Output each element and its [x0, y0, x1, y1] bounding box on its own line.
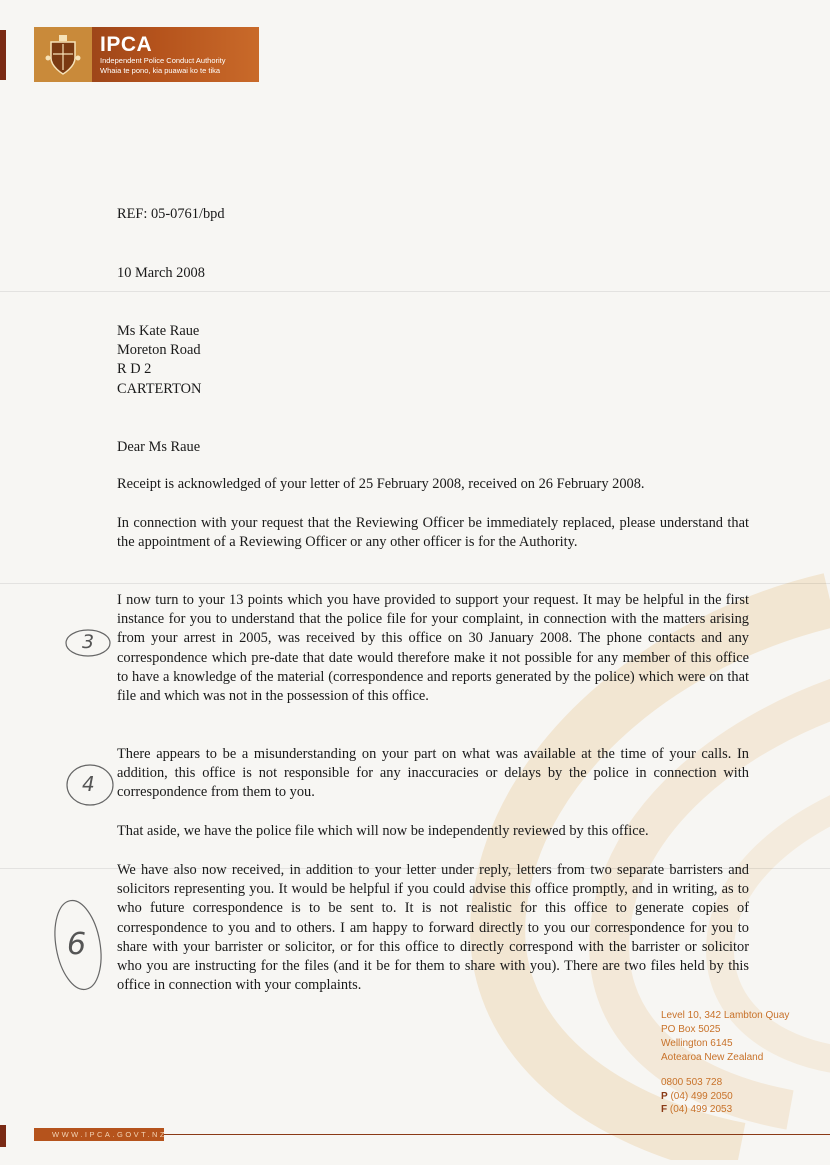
paragraph: In connection with your request that the Reviewing Officer be immediately replaced, please understand that the appointment of a Reviewing Officer or any other officer is for the Authority.	[117, 515, 749, 551]
address-line: Level 10, 342 Lambton Quay	[661, 1010, 790, 1021]
address-line: Wellington 6145	[661, 1038, 733, 1049]
coat-of-arms-icon	[34, 27, 92, 82]
recipient-line: Moreton Road	[117, 342, 201, 359]
paragraph: We have also now received, in addition to your letter under reply, letters from two separate barristers and solicitors representing you. It would be helpful if you could advise this office promptly, and in writing, as to who future correspondence is to be sent to. It is not realistic for this office to generate copies of correspondence to you and to others. I am happy to forward directly to you our correspondence for you to share with your barrister or solicitor, or for this office to directly correspond with the barrister or solicitor who you are instructing for the files (and it be for them to share with you). There are two files held by this office in connection with your complaints.	[117, 862, 749, 994]
recipient-line: R D 2	[117, 361, 152, 378]
phone-label: P	[661, 1090, 668, 1102]
fax-label: F	[661, 1104, 668, 1115]
letter-date: 10 March 2008	[117, 265, 205, 281]
logo-abbreviation: IPCA	[100, 32, 153, 56]
fold-line	[0, 291, 830, 292]
handwritten-annotation: 3	[62, 622, 118, 664]
contact-details	[661, 1076, 821, 1117]
fax-number: (04) 499 2053	[669, 1104, 733, 1115]
logo-motto: Whaia te pono, kia puawai ko te tika	[100, 65, 221, 75]
logo-name: Independent Police Conduct Authority	[100, 55, 226, 65]
phone-number: (04) 499 2050	[670, 1090, 733, 1102]
recipient-line: CARTERTON	[117, 380, 202, 397]
phone-row	[661, 1090, 821, 1104]
edge-mark	[0, 1125, 6, 1147]
reference: REF: 05-0761/bpd	[117, 206, 225, 222]
handwritten-annotation: 6	[50, 895, 106, 995]
address-line: Aotearoa New Zealand	[661, 1052, 764, 1063]
fold-line	[0, 583, 830, 584]
recipient-address	[117, 322, 749, 399]
handwritten-annotation: 4	[62, 760, 118, 810]
salutation: Dear Ms Raue	[117, 439, 201, 455]
office-address	[661, 1009, 821, 1065]
paragraph: That aside, we have the police file which will now be independently reviewed by this office.	[117, 823, 649, 839]
fax-row	[661, 1103, 821, 1117]
footer-url: WWW.IPCA.GOVT.NZ	[34, 1128, 164, 1141]
footer-rule	[164, 1134, 830, 1135]
edge-mark	[0, 30, 6, 80]
paragraph: I now turn to your 13 points which you have provided to support your request. It may be helpful in the first instance for you to understand that the police file for your complaint, in connection with the matters arising from your arrest in 2005, was received by this office on 30 January 2008. The phone contacts and any correspondence which pre-date that date would therefore make it not possible for any member of this office to have a knowledge of the material (correspondence and reports generated by the police) which were on that file and which was not in the possession of this office.	[117, 592, 749, 705]
freephone-number: 0800 503 728	[661, 1077, 723, 1088]
paragraph: Receipt is acknowledged of your letter of 25 February 2008, received on 26 February 2008.	[117, 476, 645, 492]
paragraph: There appears to be a misunderstanding on your part on what was available at the time of your calls. In addition, this office is not responsible for any inaccuracies or delays by the police in connection with correspondence from them to you.	[117, 746, 749, 801]
address-line: PO Box 5025	[661, 1024, 721, 1035]
recipient-line: Ms Kate Raue	[117, 323, 200, 339]
ipca-logo	[34, 27, 259, 82]
